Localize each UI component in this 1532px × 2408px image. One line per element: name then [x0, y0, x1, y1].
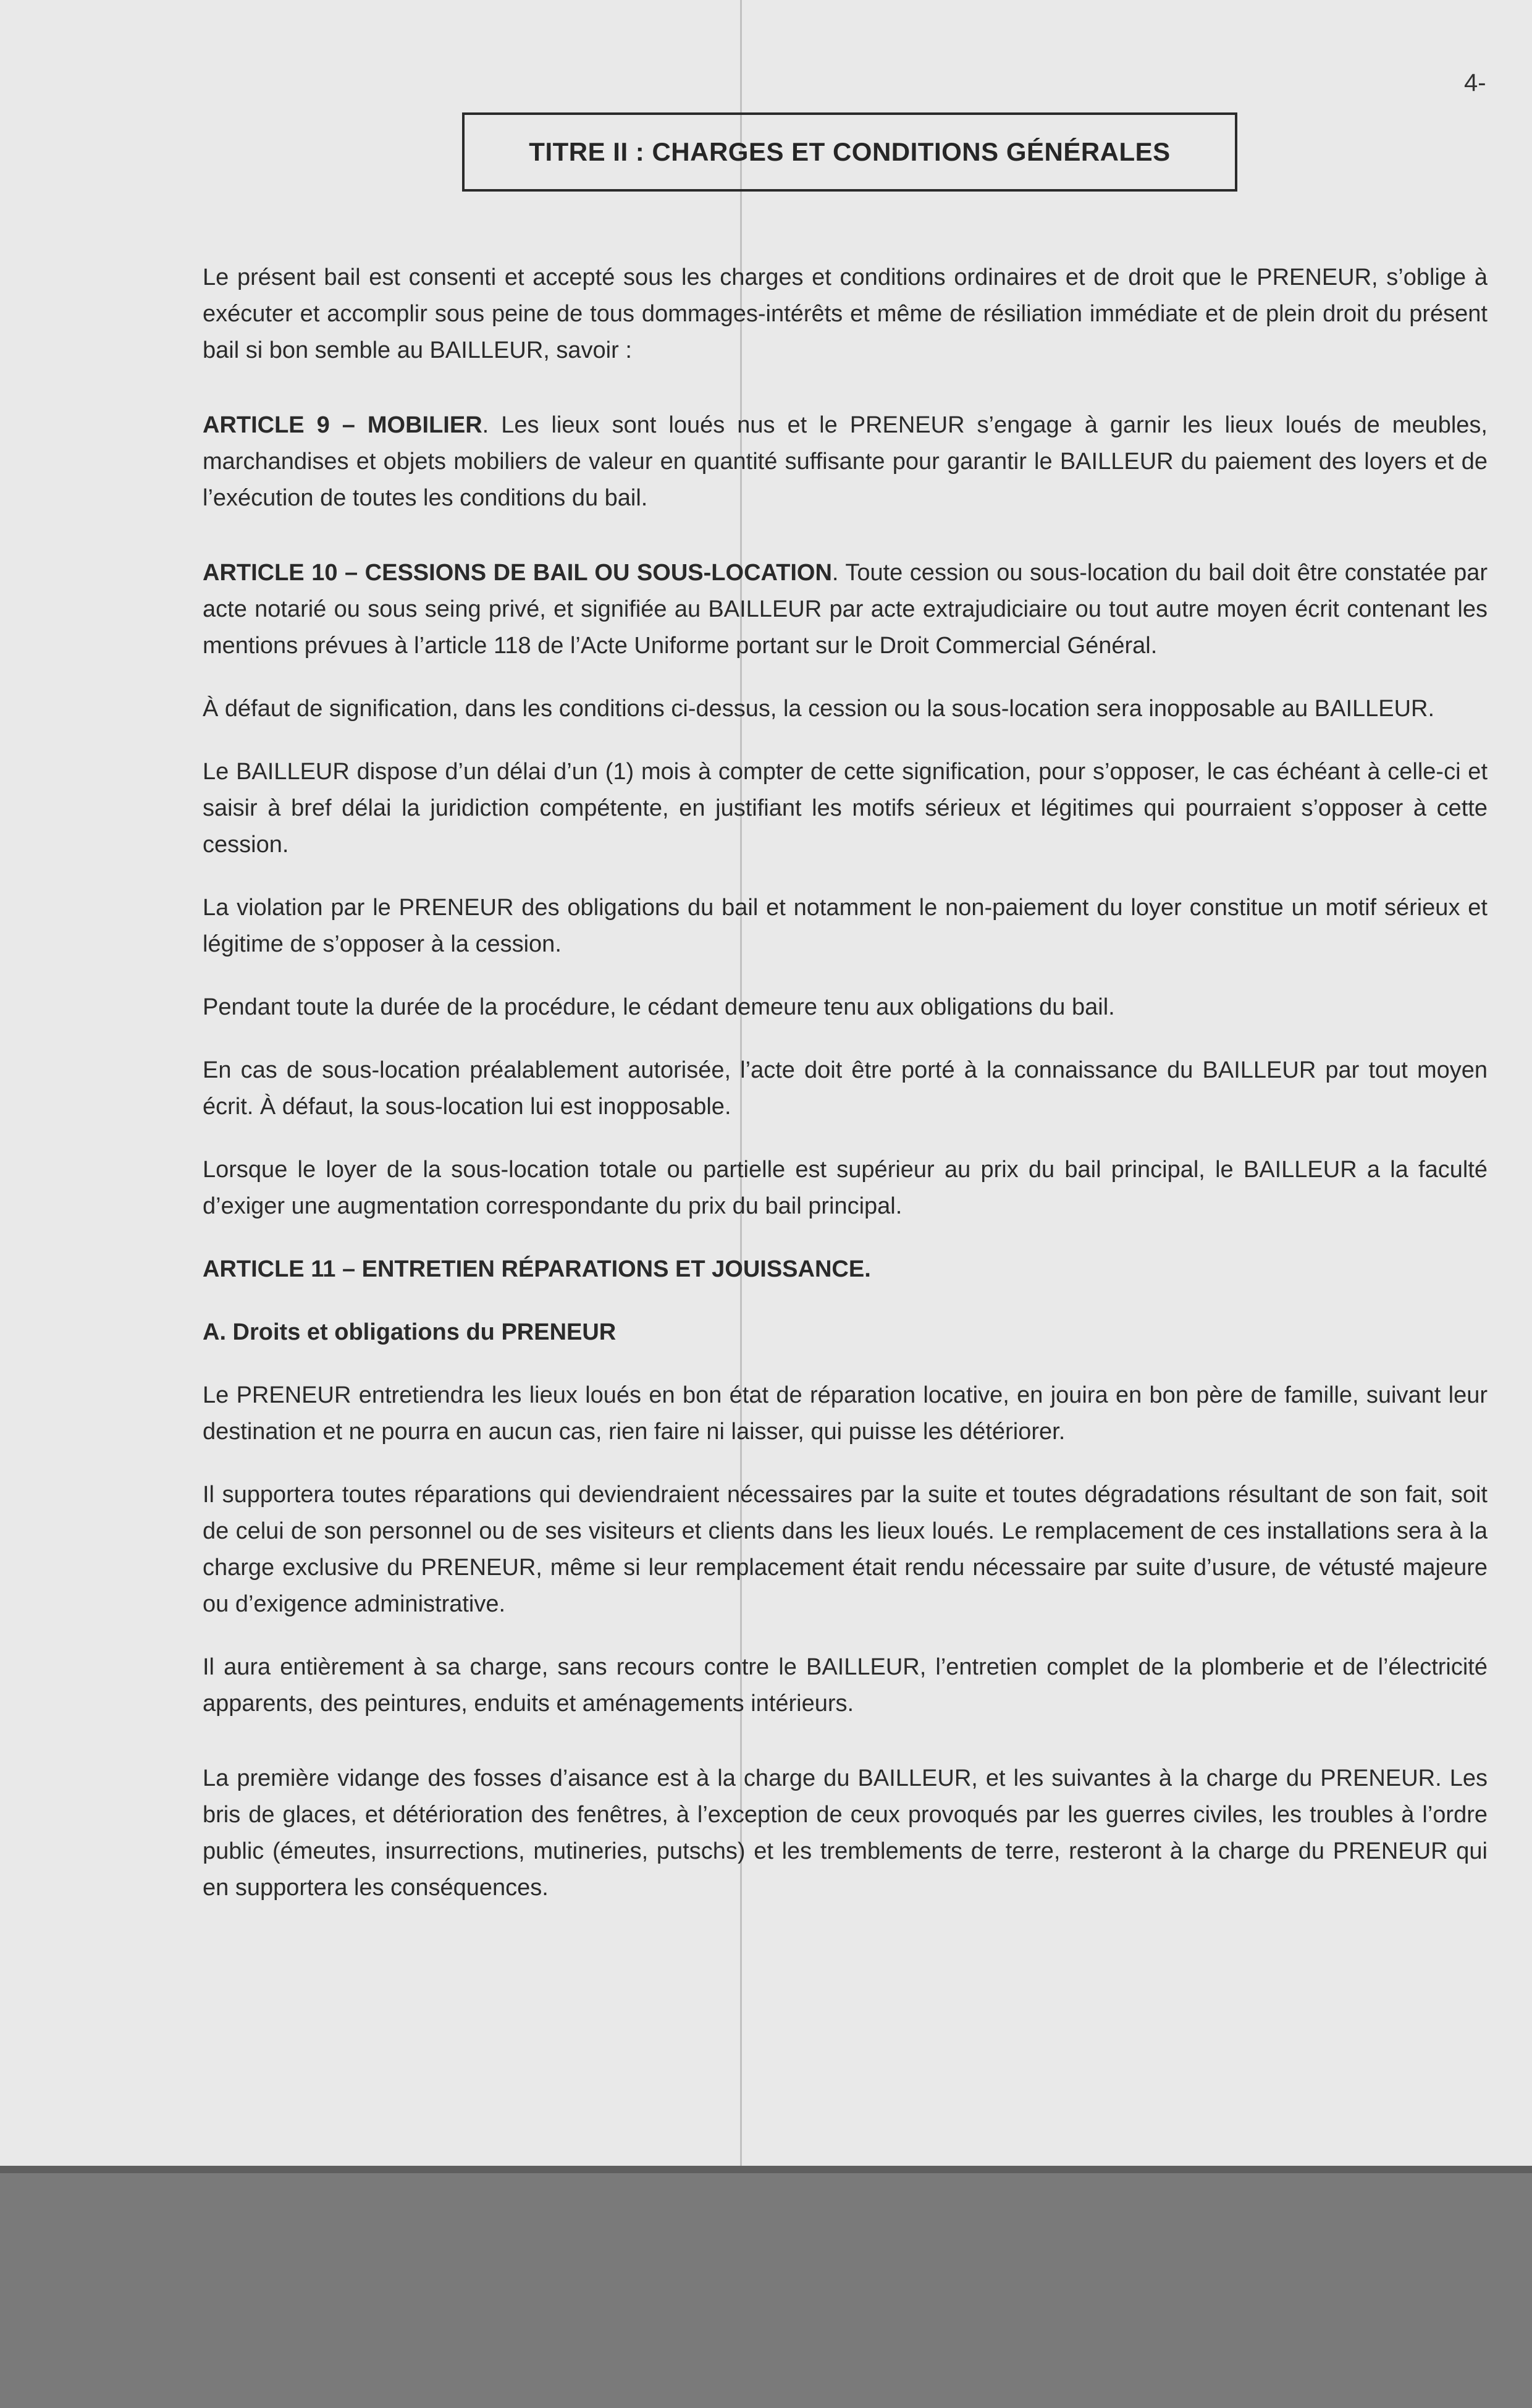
article-11-paragraph: Il supportera toutes réparations qui deviendraient nécessaires par la suite et toutes dégradations résultant de son fait, soit de celui de son personnel ou de ses visiteurs et clients dans les lieux loués. Le remplacement de ces installations sera à la charge exclusive du PRENEUR, même si leur remplacement était rendu nécessaire par suite d’usure, de vétusté majeure ou d’exigence administrative. — [203, 1482, 1488, 1617]
article-10-text: . Toute cession ou sous-location du bail doit être constatée par acte notarié ou sous seing privé, et signifiée au BAILLEUR par acte extrajudiciaire ou tout autre moyen écrit contenant les mentions prévues à l’article 118 de l’Acte Uniforme portant sur le Droit Commercial Général. — [203, 560, 1488, 659]
article-11-subheading: A. Droits et obligations du PRENEUR — [203, 1319, 617, 1345]
article-9-heading: ARTICLE 9 – MOBILIER — [203, 412, 482, 438]
article-11-paragraph: Le PRENEUR entretiendra les lieux loués en bon état de réparation locative, en jouira en bon père de famille, suivant leur destination et ne pourra en aucun cas, rien faire ni laisser, qui puisse les détériorer. — [203, 1382, 1488, 1445]
article-9-text: . Les lieux sont loués nus et le PRENEUR s’engage à garnir les lieux loués de meubles, marchandises et objets mobiliers de valeur en quantité suffisante pour garantir le BAILLEUR du paiement des loyers et de l’exécution de toutes les conditions du bail. — [203, 412, 1488, 511]
article-11-paragraph: La première vidange des fosses d’aisance est à la charge du BAILLEUR, et les suivantes à la charge du PRENEUR. Les bris de glaces, et détérioration des fenêtres, à l’exception de ceux provoqués par les guerres civiles, les troubles à l’ordre public (émeutes, insurrections, mutineries, putschs) et les tremblements de terre, resteront à la charge du PRENEUR qui en supportera les conséquences. — [203, 1765, 1488, 1901]
intro-paragraph: Le présent bail est consenti et accepté sous les charges et conditions ordinaires et de droit que le PRENEUR, s’oblige à exécuter et accomplir sous peine de tous dommages-intérêts et même de résiliation immédiate et de plein droit du présent bail si bon semble au BAILLEUR, savoir : — [203, 264, 1488, 363]
article-9 — [203, 407, 1488, 517]
article-10-paragraph: Le BAILLEUR dispose d’un délai d’un (1) mois à compter de cette signification, pour s’opposer, le cas échéant à celle-ci et saisir à bref délai la juridiction compétente, en justifiant les motifs sérieux et légitimes qui pourraient s’opposer à cette cession. — [203, 759, 1488, 858]
section-title: TITRE II : CHARGES ET CONDITIONS GÉNÉRALES — [529, 137, 1171, 166]
article-10 — [203, 555, 1488, 664]
document-body — [203, 260, 1488, 1933]
page-number: 4- — [1464, 69, 1486, 96]
article-10-paragraph: Lorsque le loyer de la sous-location totale ou partielle est supérieur au prix du bail principal, le BAILLEUR a la faculté d’exiger une augmentation correspondante du prix du bail principal. — [203, 1157, 1488, 1219]
section-title-box — [462, 112, 1237, 192]
article-10-heading: ARTICLE 10 – CESSIONS DE BAIL OU SOUS-LOCATION — [203, 560, 832, 586]
article-10-paragraph: En cas de sous-location préalablement autorisée, l’acte doit être porté à la connaissance du BAILLEUR par tout moyen écrit. À défaut, la sous-location lui est inopposable. — [203, 1057, 1488, 1120]
page-bottom-edge — [0, 2166, 1532, 2173]
article-11-paragraph: Il aura entièrement à sa charge, sans recours contre le BAILLEUR, l’entretien complet de la plomberie et de l’électricité apparents, des peintures, enduits et aménagements intérieurs. — [203, 1654, 1488, 1717]
article-10-paragraph: À défaut de signification, dans les conditions ci-dessus, la cession ou la sous-location sera inopposable au BAILLEUR. — [203, 696, 1435, 722]
article-10-paragraph: Pendant toute la durée de la procédure, le cédant demeure tenu aux obligations du bail. — [203, 994, 1115, 1020]
article-10-paragraph: La violation par le PRENEUR des obligations du bail et notamment le non-paiement du loyer constitue un motif sérieux et légitime de s’opposer à la cession. — [203, 895, 1488, 957]
article-11-heading: ARTICLE 11 – ENTRETIEN RÉPARATIONS ET JOUISSANCE. — [203, 1256, 871, 1282]
